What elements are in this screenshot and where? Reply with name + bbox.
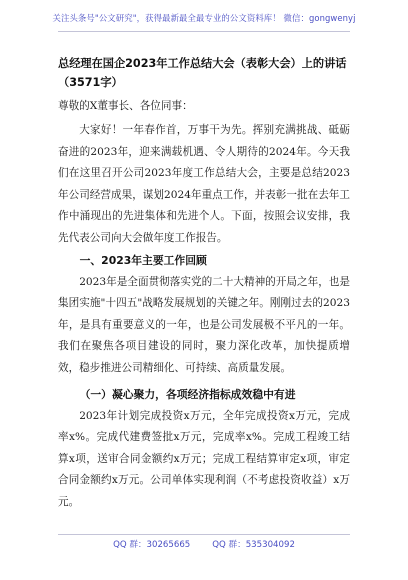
subsection-1-paragraph: 2023年计划完成投资x万元，全年完成投资x万元，完成率x%。完成代建费签批x万元，完成率x%。完成工程竣工结算x项，送审合同金额约x万元；完成工程结算审定x项，审定合同金额约x万元。公司单体实现利润（不考虑投资收益）x万元。 [58,409,350,508]
footer-divider [58,534,350,535]
header-divider [58,31,350,32]
section-heading-1: 一、2023年主要工作回顾 [79,253,207,267]
footer-qq-group-2: QQ 群：535304092 [212,540,295,550]
subsection-heading-1: （一）凝心聚力，各项经济指标成效稳中有进 [79,387,296,401]
opening-paragraph: 大家好！一年春作首，万事干为先。挥别充满挑战、砥砺奋进的2023年，迎来满载机遇、令人期待的2024年。今天我们在这里召开公司2023年度工作总结大会，主要是总结2023年公司经营成果，谋划2024年重点工作，并表彰一批在去年工作中涌现出的先进集体和先进个人。下面，按照会议安排，我先代表公司向大会做年度工作报告。 [58,124,350,244]
document-word-count: （3571字） [58,76,123,89]
salutation: 尊敬的X董事长、各位同事： [58,100,193,112]
document-title: 总经理在国企2023年工作总结大会（表彰大会）上的讲话 [58,57,347,70]
document-body [58,54,350,514]
footer [0,537,408,553]
section-1-paragraph: 2023年是全面贯彻落实党的二十大精神的开局之年，也是集团实施"十四五"战略发展规划的关键之年。刚刚过去的2023年，是具有重要意义的一年，也是公司发展极不平凡的一年。我们在聚焦各项目建设的同时，聚力深化改革，加快提质增效，稳步推进公司精细化、可持续、高质量发展。 [58,275,350,374]
header-banner: 关注头条号"公文研究"，获得最新最全最专业的公文资料库！ 微信：gongwenyj [52,13,356,23]
footer-qq-group-1: QQ 群：30265665 [113,540,191,550]
